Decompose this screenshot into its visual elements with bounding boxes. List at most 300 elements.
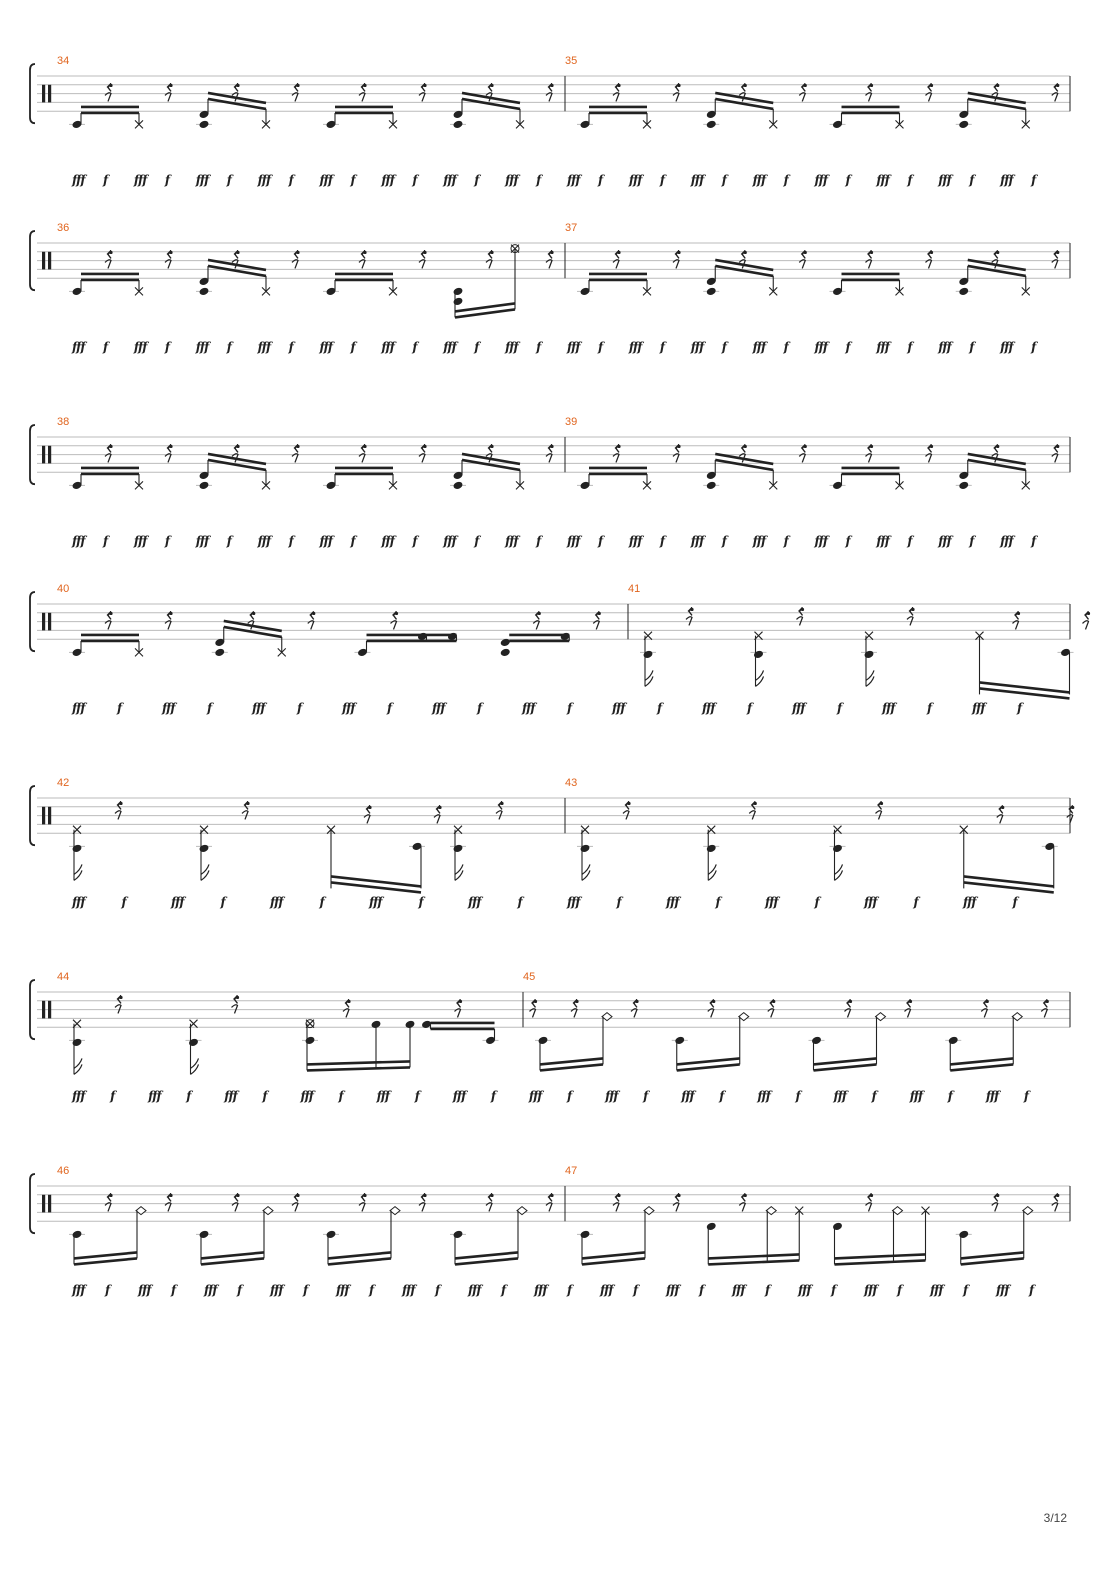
beat-kick-snare-hat — [703, 250, 807, 296]
beat-kick-hat — [323, 444, 427, 490]
dynamic-marking: f — [845, 534, 850, 548]
dynamic-marking: fff — [468, 895, 481, 909]
beat-single-hi — [196, 801, 250, 880]
measure — [57, 971, 537, 1074]
beam — [950, 1058, 1013, 1064]
dynamic-marking: fff — [876, 340, 889, 354]
beam — [708, 1254, 799, 1258]
dynamic-marking: f — [350, 534, 355, 548]
rest-dot — [617, 84, 620, 87]
dynamic-marking: f — [164, 173, 169, 187]
rest-dot — [996, 445, 999, 448]
beat-single-hi — [186, 995, 240, 1074]
flag — [201, 864, 209, 880]
percussion-clef — [48, 85, 51, 103]
dynamic-marking: f — [1029, 1283, 1034, 1297]
dynamic-marking: fff — [72, 173, 85, 187]
rest-dot — [423, 251, 426, 254]
dynamic-marking: fff — [319, 534, 332, 548]
dynamic-marking: fff — [752, 173, 766, 187]
dynamic-marking: fff — [195, 534, 209, 548]
beat-kick-hat — [69, 83, 173, 129]
dynamic-marking: f — [699, 1283, 704, 1297]
beat-kick-hat — [69, 250, 173, 296]
rest-dot — [347, 1000, 350, 1003]
dynamic-marking: f — [567, 701, 572, 715]
dynamic-marking: fff — [72, 340, 85, 354]
dynamic-marking: fff — [864, 1283, 877, 1297]
rest-dot — [1017, 612, 1020, 615]
rest-dot — [744, 251, 747, 254]
notehead — [199, 1230, 210, 1240]
dynamic-marking: fff — [690, 534, 704, 548]
dynamic-marking: fff — [666, 895, 679, 909]
beat-fill — [355, 611, 458, 657]
rest-dot — [169, 84, 172, 87]
dynamic-marking: fff — [204, 1283, 217, 1297]
dynamic-marking: fff — [138, 1283, 151, 1297]
dynamic-marking: fff — [270, 1283, 283, 1297]
notehead — [72, 1038, 83, 1048]
dynamic-marking: f — [412, 173, 417, 187]
rest-dot — [169, 1194, 172, 1197]
beat-kick-hat — [830, 83, 934, 129]
measure — [565, 1165, 1059, 1264]
dynamic-marking: f — [1023, 1089, 1029, 1103]
dynamic-marking: fff — [732, 1283, 745, 1297]
beam — [950, 1064, 1013, 1070]
measure — [57, 1165, 554, 1264]
beat-kick-snare-hat — [956, 83, 1060, 129]
beam — [814, 1064, 877, 1070]
measure-number: 44 — [57, 971, 70, 983]
dynamic-marking: fff — [567, 173, 580, 187]
measure — [565, 55, 1059, 129]
rest-dot — [169, 445, 172, 448]
rest-dot — [363, 251, 366, 254]
measure-number: 43 — [565, 777, 578, 789]
notehead — [832, 844, 843, 854]
page-number: 3/12 — [1043, 1511, 1067, 1525]
rest-dot — [534, 1000, 537, 1003]
dynamic-marking: fff — [342, 701, 355, 715]
dynamic-marking: fff — [452, 1089, 466, 1103]
dynamic-marking: fff — [534, 1283, 547, 1297]
beam — [582, 1258, 645, 1264]
dynamic-marking: fff — [1000, 534, 1013, 548]
dynamic-marking: fff — [319, 173, 332, 187]
rest-dot — [1001, 806, 1004, 809]
beam — [307, 1061, 410, 1064]
measure-number: 40 — [57, 583, 70, 595]
dynamic-marking: fff — [814, 340, 827, 354]
rest-dot — [627, 802, 630, 805]
dynamic-marking: f — [616, 895, 621, 909]
dynamic-marking: f — [783, 534, 788, 548]
beat-kick-snare-hat — [703, 83, 807, 129]
dynamic-marking: fff — [369, 895, 382, 909]
dynamic-marking: f — [226, 173, 231, 187]
dynamic-marking: f — [474, 340, 479, 354]
dynamic-marking: f — [597, 534, 603, 548]
notehead — [199, 844, 210, 854]
dynamic-marking: f — [237, 1283, 242, 1297]
measure-number: 41 — [628, 583, 641, 595]
dynamic-marking: f — [262, 1089, 267, 1103]
dynamic-marking: fff — [224, 1089, 237, 1103]
beam — [961, 1252, 1024, 1258]
notehead — [199, 481, 210, 491]
rest-dot — [804, 251, 807, 254]
dynamic-marking: fff — [257, 340, 271, 354]
dynamic-marking: fff — [319, 340, 332, 354]
beam — [835, 1254, 926, 1258]
flag — [191, 1058, 199, 1074]
dynamic-marking: fff — [882, 701, 895, 715]
flag — [866, 670, 874, 686]
rest-dot — [169, 251, 172, 254]
measure — [57, 55, 554, 129]
dynamic-marking: fff — [938, 340, 951, 354]
rest-dot — [1056, 84, 1059, 87]
measure-number: 46 — [57, 1165, 70, 1177]
dynamic-marking: f — [837, 701, 842, 715]
beam — [835, 1260, 926, 1264]
notehead — [958, 287, 969, 297]
notehead — [72, 1230, 83, 1240]
dynamic-marking: f — [350, 340, 355, 354]
beam — [307, 1067, 410, 1070]
system-bracket — [30, 592, 35, 651]
system — [30, 416, 1070, 548]
measure-number: 37 — [565, 222, 578, 234]
beam — [540, 1058, 603, 1064]
percussion-clef — [48, 252, 51, 270]
percussion-clef — [42, 252, 45, 270]
beat-kick-hat — [323, 83, 427, 129]
rest-dot — [490, 84, 493, 87]
dynamic-marking: f — [719, 1089, 724, 1103]
dynamic-marking: f — [303, 1283, 308, 1297]
beat-kick-snare-hat — [196, 444, 300, 490]
dynamic-marking: f — [1012, 895, 1017, 909]
dynamic-marking: f — [897, 1283, 902, 1297]
rest-dot — [550, 251, 553, 254]
dynamic-marking: fff — [972, 701, 985, 715]
dynamic-marking: f — [297, 701, 302, 715]
notehead — [706, 481, 717, 491]
beat-kick-snare-hat — [196, 83, 300, 129]
rest-dot — [296, 1194, 299, 1197]
dynamic-marking: fff — [985, 1089, 999, 1103]
dynamic-marking: fff — [72, 1283, 85, 1297]
rest-dot — [368, 806, 371, 809]
rest-dot — [236, 84, 239, 87]
dynamic-marking: fff — [628, 534, 642, 548]
rest-dot — [1046, 1000, 1049, 1003]
system — [30, 55, 1070, 187]
rest-dot — [119, 996, 122, 999]
dynamic-marking: f — [765, 1283, 770, 1297]
dynamic-marking: f — [721, 340, 726, 354]
beat-single-hi — [450, 801, 504, 880]
rest-dot — [246, 802, 249, 805]
dynamic-marking: f — [171, 1283, 176, 1297]
dynamic-marking: fff — [567, 895, 580, 909]
dynamic-marking: fff — [432, 701, 445, 715]
rest-dot — [930, 251, 933, 254]
beat-kick-hat — [577, 83, 681, 129]
dynamic-marking: fff — [257, 173, 271, 187]
system-bracket — [30, 1174, 35, 1233]
dynamic-marking: fff — [757, 1089, 770, 1103]
rest-dot — [772, 1000, 775, 1003]
system — [30, 777, 1074, 909]
dynamic-marking: fff — [72, 701, 85, 715]
dynamic-marking: f — [350, 173, 355, 187]
dynamic-marking: f — [414, 1089, 419, 1103]
flag — [74, 1058, 82, 1074]
beat-kick-snare-hat — [956, 444, 1060, 490]
rest-dot — [363, 84, 366, 87]
dynamic-marking: fff — [938, 534, 951, 548]
percussion-clef — [42, 1195, 45, 1213]
beam — [328, 1258, 391, 1264]
dynamic-marking: f — [207, 701, 212, 715]
percussion-clef — [48, 1001, 51, 1019]
rest-dot — [870, 84, 873, 87]
dynamic-marking: fff — [148, 1089, 161, 1103]
rest-dot — [712, 1000, 715, 1003]
notehead — [706, 1222, 717, 1232]
dynamic-marking: fff — [381, 534, 394, 548]
notehead — [199, 120, 210, 130]
percussion-clef — [48, 613, 51, 631]
dynamic-marking: f — [435, 1283, 440, 1297]
percussion-clef — [42, 613, 45, 631]
dynamic-marking: f — [387, 701, 392, 715]
rest-dot — [490, 445, 493, 448]
dynamic-marking: fff — [833, 1089, 847, 1103]
beat-kick-hat — [69, 444, 173, 490]
dynamic-marking: f — [871, 1089, 876, 1103]
dynamic-marking: f — [501, 1283, 506, 1297]
beat-single-hi — [640, 607, 694, 686]
rest-dot — [801, 608, 804, 611]
notehead — [214, 648, 225, 658]
rest-dot — [550, 445, 553, 448]
dynamic-marking: f — [845, 340, 850, 354]
rest-dot — [236, 996, 239, 999]
notehead — [453, 1230, 464, 1240]
dynamic-marking: f — [907, 534, 912, 548]
dynamic-marking: f — [319, 895, 324, 909]
notehead — [811, 1036, 822, 1046]
dynamic-marking: fff — [628, 340, 642, 354]
dynamic-marking: fff — [752, 534, 766, 548]
dynamic-marking: fff — [814, 173, 827, 187]
dynamic-marking: f — [643, 1089, 648, 1103]
dynamic-marking: f — [567, 1089, 572, 1103]
dynamic-marking: f — [927, 701, 932, 715]
flag — [455, 864, 463, 880]
dynamic-marking: f — [474, 173, 479, 187]
dynamic-marking: f — [1031, 340, 1036, 354]
dynamic-marking: f — [657, 701, 662, 715]
notehead — [706, 287, 717, 297]
dynamic-marking: f — [1031, 173, 1036, 187]
percussion-clef — [42, 85, 45, 103]
rest-dot — [754, 802, 757, 805]
percussion-clef — [48, 807, 51, 825]
notehead — [453, 120, 464, 130]
notehead — [305, 1036, 316, 1046]
dynamic-marking: fff — [195, 340, 209, 354]
dynamic-marking: fff — [814, 534, 827, 548]
dynamic-marking: f — [659, 534, 664, 548]
dynamic-marking: fff — [1000, 340, 1013, 354]
rest-dot — [312, 612, 315, 615]
dynamic-marking: f — [536, 340, 541, 354]
dynamic-marking: f — [477, 701, 482, 715]
dynamic-marking: fff — [792, 701, 805, 715]
dynamic-marking: f — [1031, 534, 1036, 548]
rest-dot — [575, 1000, 578, 1003]
beat-kick-snare-hat — [956, 250, 1060, 296]
dynamic-marking: fff — [270, 895, 283, 909]
rest-dot — [804, 445, 807, 448]
dynamic-marking: f — [969, 173, 974, 187]
dynamic-marking: f — [121, 895, 126, 909]
rest-dot — [550, 84, 553, 87]
rest-dot — [804, 84, 807, 87]
rest-dot — [930, 84, 933, 87]
percussion-clef — [48, 1195, 51, 1213]
dynamic-marking: fff — [505, 534, 518, 548]
beat-run-b — [421, 999, 537, 1045]
system — [30, 1165, 1070, 1297]
beam — [455, 1258, 518, 1264]
notehead — [958, 481, 969, 491]
rest-dot — [109, 612, 112, 615]
dynamic-marking: f — [845, 173, 850, 187]
notehead — [453, 844, 464, 854]
beat-single-hi — [577, 801, 631, 880]
notehead — [864, 650, 875, 660]
dynamic-marking: fff — [567, 340, 580, 354]
dynamic-marking: fff — [505, 340, 518, 354]
dynamic-marking: f — [288, 340, 293, 354]
rest-dot — [423, 445, 426, 448]
notehead — [453, 297, 464, 307]
flag — [756, 670, 764, 686]
dynamic-marking: f — [110, 1089, 115, 1103]
rest-dot — [296, 445, 299, 448]
dynamic-marking: fff — [505, 173, 518, 187]
dynamic-marking: fff — [528, 1089, 542, 1103]
rest-dot — [677, 84, 680, 87]
percussion-clef — [48, 446, 51, 464]
dynamic-marking: f — [338, 1089, 343, 1103]
measure-number: 36 — [57, 222, 70, 234]
dynamic-marking: f — [186, 1089, 191, 1103]
rest-dot — [744, 1194, 747, 1197]
percussion-clef — [42, 446, 45, 464]
dynamic-marking: fff — [1000, 173, 1013, 187]
notehead — [706, 120, 717, 130]
dynamic-marking: f — [715, 895, 720, 909]
rest-dot — [490, 1194, 493, 1197]
beam — [582, 1252, 645, 1258]
dynamic-marking: f — [659, 173, 664, 187]
notehead — [453, 481, 464, 491]
percussion-clef — [42, 807, 45, 825]
beam — [328, 1252, 391, 1258]
dynamic-marking: fff — [600, 1283, 613, 1297]
rest-dot — [1056, 445, 1059, 448]
notehead — [948, 1036, 959, 1046]
measure — [628, 583, 1090, 698]
beat-single-hi — [69, 801, 123, 880]
notehead — [674, 1036, 685, 1046]
dynamic-marking: fff — [133, 173, 147, 187]
beam — [814, 1058, 877, 1064]
dynamic-marking: f — [102, 534, 108, 548]
dynamic-marking: f — [783, 173, 788, 187]
dynamic-marking: fff — [336, 1283, 349, 1297]
notehead — [500, 648, 511, 658]
rest-dot — [538, 612, 541, 615]
rest-dot — [677, 445, 680, 448]
dynamic-marking: fff — [666, 1283, 679, 1297]
dynamic-marking: f — [105, 1283, 110, 1297]
dynamic-marking: fff — [381, 340, 394, 354]
dynamic-marking: f — [721, 173, 726, 187]
notehead — [958, 120, 969, 130]
system — [30, 583, 1090, 715]
dynamic-marking: f — [633, 1283, 638, 1297]
rest-dot — [909, 1000, 912, 1003]
dynamic-marking: f — [369, 1283, 374, 1297]
beat-kick-hat — [577, 444, 681, 490]
beat-kick-hat — [830, 250, 934, 296]
dynamic-marking: f — [474, 534, 479, 548]
dynamic-marking: f — [814, 895, 819, 909]
measure-number: 42 — [57, 777, 70, 789]
measure — [565, 222, 1059, 296]
rest-dot — [870, 251, 873, 254]
dynamic-marking: f — [164, 340, 169, 354]
rest-dot — [423, 84, 426, 87]
dynamic-marking: f — [536, 534, 541, 548]
dynamic-marking: f — [721, 534, 726, 548]
dynamic-marking: fff — [376, 1089, 390, 1103]
measure-number: 35 — [565, 55, 578, 67]
dynamic-marking: fff — [628, 173, 642, 187]
notehead — [72, 844, 83, 854]
dynamic-marking: f — [226, 534, 231, 548]
dynamic-marking: f — [102, 173, 108, 187]
system-bracket — [30, 425, 35, 484]
beat-kick-hat — [830, 444, 934, 490]
rest-dot — [617, 1194, 620, 1197]
beat-kick-snare-hat — [450, 444, 554, 490]
rest-dot — [986, 1000, 989, 1003]
beat-kick-snare-hat — [196, 250, 300, 296]
beam — [201, 1258, 264, 1264]
dynamic-marking: fff — [72, 1089, 85, 1103]
dynamic-marking: f — [907, 340, 912, 354]
